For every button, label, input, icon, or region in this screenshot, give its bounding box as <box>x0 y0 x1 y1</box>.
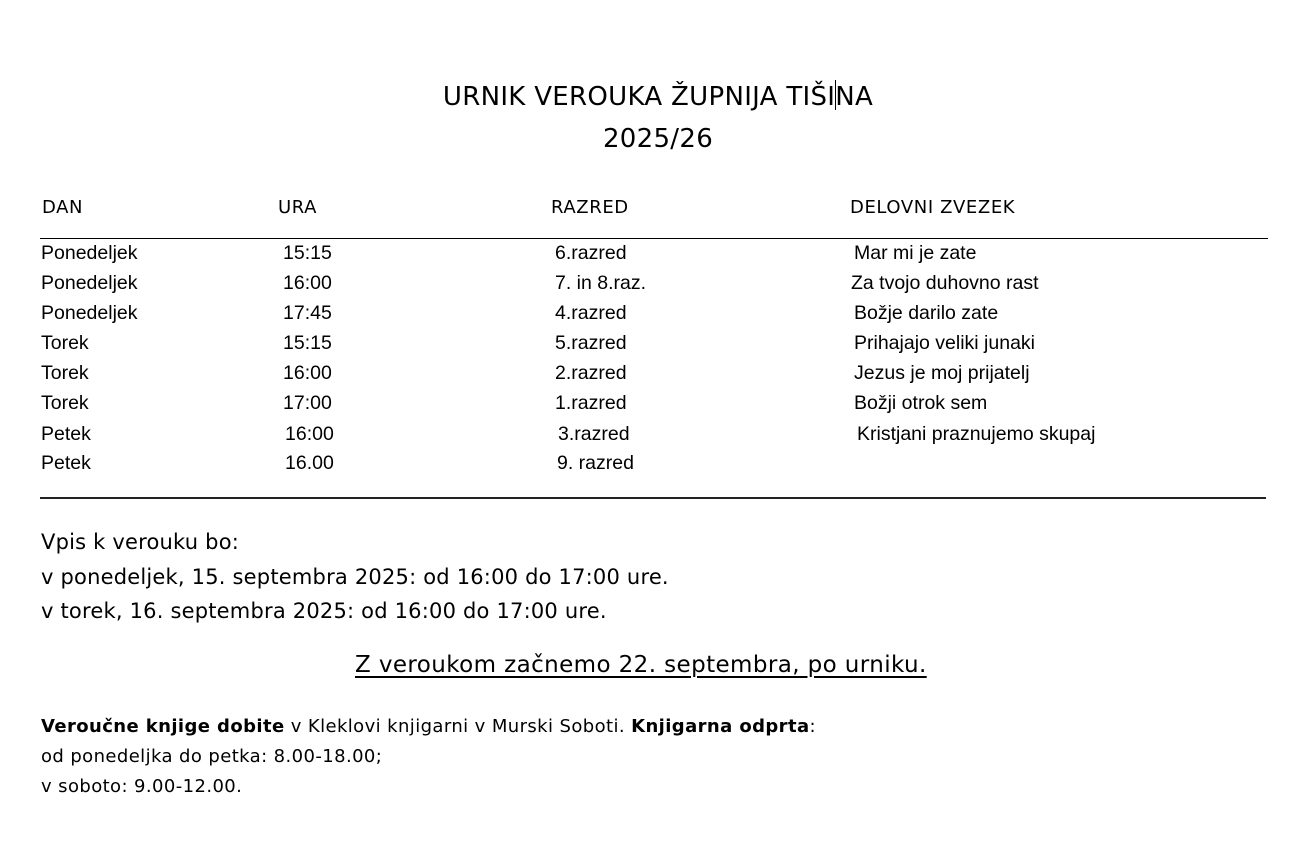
row-workbook: Prihajajo veliki junaki <box>854 332 1036 354</box>
title-text-start: URNIK VEROUKA ŽUPNIJA TIŠI <box>442 82 836 112</box>
row-day: Petek <box>41 452 91 474</box>
row-day: Petek <box>41 423 91 445</box>
row-grade: 1.razred <box>555 392 627 414</box>
row-time: 15:15 <box>283 332 332 354</box>
row-day: Ponedeljek <box>41 242 138 264</box>
page-title <box>0 80 1297 112</box>
row-grade: 3.razred <box>558 423 630 445</box>
row-workbook: Božje darilo zate <box>854 302 999 324</box>
row-grade: 9. razred <box>557 452 634 474</box>
row-time: 17:45 <box>283 302 332 324</box>
page-subtitle-year: 2025/26 <box>602 124 714 154</box>
row-time: 16:00 <box>283 272 332 294</box>
row-day: Ponedeljek <box>41 272 138 294</box>
store-hours-saturday: v soboto: 9.00-12.00. <box>41 776 243 797</box>
row-time: 16:00 <box>285 423 334 445</box>
books-bold-text: Veroučne knjige dobite <box>41 716 285 737</box>
row-time: 16:00 <box>283 362 332 384</box>
row-day: Ponedeljek <box>41 302 138 324</box>
row-grade: 4.razred <box>555 302 627 324</box>
row-day: Torek <box>41 392 89 414</box>
start-notice: Z veroukom začnemo 22. septembra, po urniku. <box>355 652 927 678</box>
row-grade: 6.razred <box>555 242 627 264</box>
enrollment-line-monday: v ponedeljek, 15. septembra 2025: od 16:00 do 17:00 ure. <box>41 565 669 589</box>
divider-line <box>40 497 1266 499</box>
header-rule <box>40 238 1268 239</box>
row-time: 15:15 <box>283 242 332 264</box>
header-workbook: DELOVNI ZVEZEK <box>850 197 1016 218</box>
row-workbook: Mar mi je zate <box>854 242 977 264</box>
store-open-label: Knjigarna odprta <box>631 716 810 737</box>
row-workbook: Božji otrok sem <box>854 392 988 414</box>
title-text-end: NA <box>835 82 874 112</box>
header-grade: RAZRED <box>551 197 629 218</box>
books-location-text: v Kleklovi knjigarni v Murski Soboti. <box>284 716 632 737</box>
row-time: 16.00 <box>285 452 334 474</box>
colon-text: : <box>809 716 816 737</box>
row-grade: 2.razred <box>555 362 627 384</box>
row-day: Torek <box>41 332 89 354</box>
header-day: DAN <box>42 197 84 218</box>
row-grade: 5.razred <box>555 332 627 354</box>
row-time: 17:00 <box>283 392 332 414</box>
header-time: URA <box>278 197 318 218</box>
store-hours-weekdays: od ponedeljka do petka: 8.00-18.00; <box>41 746 383 767</box>
books-info <box>41 716 816 737</box>
row-grade: 7. in 8.raz. <box>555 272 647 294</box>
row-day: Torek <box>41 362 89 384</box>
row-workbook: Za tvojo duhovno rast <box>851 272 1039 294</box>
row-workbook: Jezus je moj prijatelj <box>854 362 1030 384</box>
enrollment-heading: Vpis k verouku bo: <box>41 530 240 554</box>
enrollment-line-tuesday: v torek, 16. septembra 2025: od 16:00 do 17:00 ure. <box>41 599 607 623</box>
row-workbook: Kristjani praznujemo skupaj <box>857 423 1096 445</box>
